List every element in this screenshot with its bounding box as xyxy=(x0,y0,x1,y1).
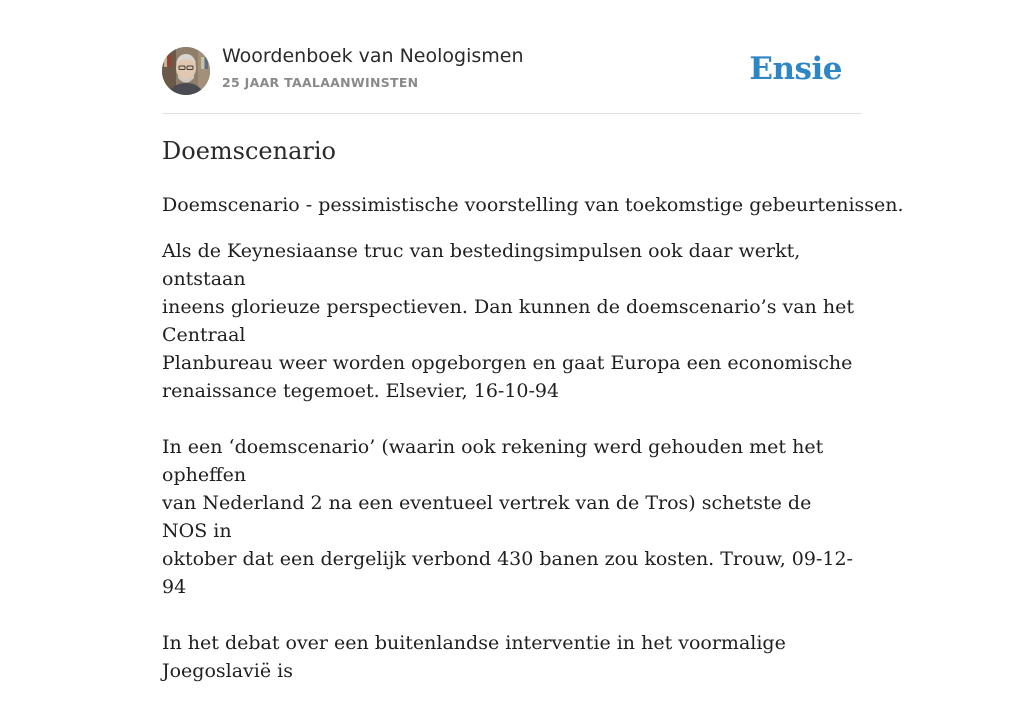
site-subtitle: 25 JAAR TAALAANWINSTEN xyxy=(222,75,419,90)
ensie-logo-link[interactable]: Ensie xyxy=(749,51,842,87)
entry-title: Doemscenario xyxy=(162,137,336,165)
quotes-list xyxy=(162,237,862,713)
portrait-icon xyxy=(162,47,210,95)
entry-definition: Doemscenario - pessimistische voorstelling van toekomstige gebeurtenissen. xyxy=(162,194,904,216)
quote-paragraph: In een ‘doemscenario’ (waarin ook rekening werd gehouden met het opheffen van Nederland 2 na een eventueel vertrek van de Tros) schetste de NOS in oktober dat een dergelijk verbond 430 banen zou kosten. Trouw, 09-12-94 xyxy=(162,436,853,598)
site-title[interactable]: Woordenboek van Neologismen xyxy=(222,45,524,67)
author-avatar[interactable] xyxy=(162,47,210,95)
site-header xyxy=(162,0,862,114)
quote-paragraph: Als de Keynesiaanse truc van bestedingsimpulsen ook daar werkt, ontstaan ineens glorieuze perspectieven. Dan kunnen de doemscenario’s van het Centraal Planbureau weer worden opgeborgen en gaat Europa een economische renaissance tegemoet. Elsevier, 16-10-94 xyxy=(162,240,854,402)
page xyxy=(162,0,904,682)
quote-paragraph: In het debat over een buitenlandse interventie in het voormalige Joegoslavië is xyxy=(162,632,786,682)
